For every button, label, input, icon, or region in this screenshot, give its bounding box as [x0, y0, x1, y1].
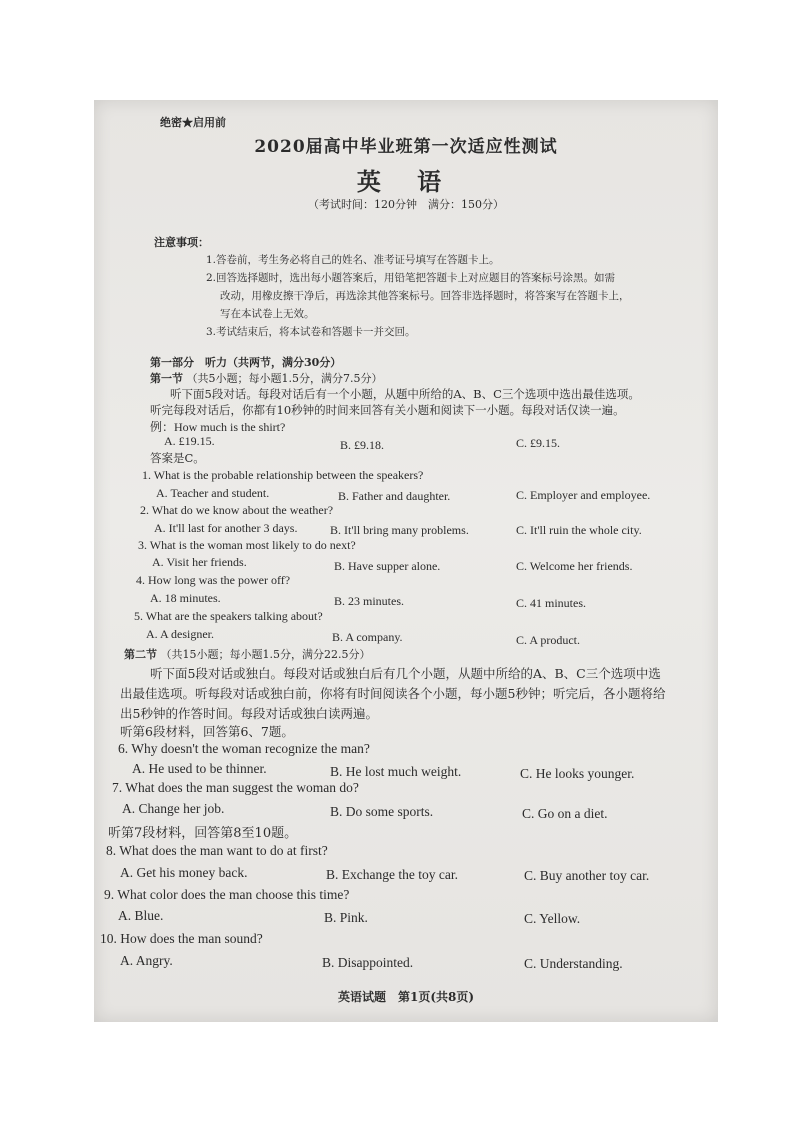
question-3: 3. What is the woman most likely to do next?: [138, 538, 356, 552]
section2-instruction: 出5秒钟的作答时间。每段对话或独白读两遍。: [120, 706, 378, 721]
question-1: 1. What is the probable relationship between the speakers?: [142, 468, 424, 482]
question-10: 10. How does the man sound?: [100, 931, 263, 946]
question-9: 9. What color does the man choose this time?: [104, 887, 350, 902]
question-6-option-a: A. He used to be thinner.: [132, 761, 267, 776]
question-1-option-c: C. Employer and employee.: [516, 488, 651, 502]
question-6-option-b: B. He lost much weight.: [330, 764, 462, 779]
exam-time-info: （考试时间：120分钟 满分：150分）: [308, 198, 504, 211]
question-2: 2. What do we know about the weather?: [140, 503, 334, 517]
secret-label: 绝密★启用前: [160, 116, 226, 129]
question-3-option-c: C. Welcome her friends.: [516, 559, 633, 573]
question-3-option-b: B. Have supper alone.: [334, 559, 441, 573]
page-footer: 英语试题 第1页(共8页): [337, 990, 475, 1004]
subject-title: 英 语: [356, 167, 456, 196]
question-1-option-a: A. Teacher and student.: [156, 486, 270, 500]
notice-item: 1.答卷前，考生务必将自己的姓名、准考证号填写在答题卡上。: [206, 254, 500, 266]
question-3-option-a: A. Visit her friends.: [152, 555, 247, 569]
question-7-option-c: C. Go on a diet.: [522, 806, 608, 821]
question-10-option-c: C. Understanding.: [524, 956, 623, 971]
question-9-option-b: B. Pink.: [324, 910, 368, 925]
exam-title: 2020届高中毕业班第一次适应性测试: [254, 137, 558, 157]
question-4: 4. How long was the power off?: [136, 573, 291, 587]
section1-title: 第一节: [150, 372, 183, 385]
question-5-option-b: B. A company.: [332, 630, 403, 644]
example-question: 例：How much is the shirt?: [150, 420, 286, 434]
section2-meta: （共15小题；每小题1.5分，满分22.5分）: [160, 648, 371, 661]
section2-title: 第二节: [124, 648, 157, 661]
question-2-option-a: A. It'll last for another 3 days.: [154, 521, 298, 535]
notice-heading: 注意事项：: [154, 236, 209, 249]
notice-item: 改动，用橡皮擦干净后，再选涂其他答案标号。回答非选择题时，将答案写在答题卡上，: [220, 290, 630, 302]
example-option-c: C. £9.15.: [516, 436, 561, 450]
section1-instruction: 听完每段对话后，你都有10秒钟的时间来回答有关小题和阅读下一小题。每段对话仅读一遍。: [150, 403, 625, 417]
question-4-option-c: C. 41 minutes.: [516, 596, 587, 610]
example-answer: 答案是C。: [150, 451, 205, 465]
question-5-option-c: C. A product.: [516, 633, 581, 647]
question-4-option-b: B. 23 minutes.: [334, 594, 405, 608]
question-2-option-b: B. It'll bring many problems.: [330, 523, 469, 537]
section1-meta: （共5小题；每小题1.5分，满分7.5分）: [186, 372, 383, 385]
question-9-option-c: C. Yellow.: [524, 911, 581, 926]
question-6: 6. Why doesn't the woman recognize the man?: [118, 741, 370, 756]
example-option-b: B. £9.18.: [340, 438, 385, 452]
question-7: 7. What does the man suggest the woman do?: [112, 780, 359, 795]
section1-heading: [150, 370, 383, 386]
question-7-option-b: B. Do some sports.: [330, 804, 434, 819]
question-6-option-c: C. He looks younger.: [520, 766, 635, 781]
section1-instruction: 听下面5段对话。每段对话后有一个小题，从题中所给的A、B、C三个选项中选出最佳选项。: [170, 387, 640, 401]
question-9-option-a: A. Blue.: [118, 908, 164, 923]
section2-instruction: 出最佳选项。听每段对话或独白前，你将有时间阅读各个小题，每小题5秒钟；听完后，各小题将给: [120, 686, 666, 701]
question-10-option-a: A. Angry.: [120, 953, 173, 968]
section2-heading: [124, 646, 370, 662]
example-option-a: A. £19.15.: [164, 434, 215, 448]
question-10-option-b: B. Disappointed.: [322, 955, 414, 970]
notice-item: 写在本试卷上无效。: [220, 308, 315, 320]
notice-item: 2.回答选择题时，选出每小题答案后，用铅笔把答题卡上对应题目的答案标号涂黑。如需: [206, 272, 616, 284]
part1-title: 第一部分 听力（共两节，满分30分）: [150, 356, 342, 369]
notice-item: 3.考试结束后，将本试卷和答题卡一并交回。: [206, 326, 416, 338]
question-5-option-a: A. A designer.: [146, 627, 214, 641]
question-4-option-a: A. 18 minutes.: [150, 591, 221, 605]
material-7-label: 听第7段材料，回答第8至10题。: [108, 826, 298, 841]
question-2-option-c: C. It'll ruin the whole city.: [516, 523, 642, 537]
question-8-option-b: B. Exchange the toy car.: [326, 867, 458, 882]
question-1-option-b: B. Father and daughter.: [338, 489, 451, 503]
exam-paper: [94, 100, 718, 1022]
question-8-option-c: C. Buy another toy car.: [524, 868, 650, 883]
material-6-label: 听第6段材料，回答第6、7题。: [120, 724, 294, 739]
question-7-option-a: A. Change her job.: [122, 801, 225, 816]
question-8-option-a: A. Get his money back.: [120, 865, 248, 880]
section2-instruction: 听下面5段对话或独白。每段对话或独白后有几个小题，从题中所给的A、B、C三个选项中选: [150, 666, 661, 681]
question-8: 8. What does the man want to do at first?: [106, 843, 328, 858]
question-5: 5. What are the speakers talking about?: [134, 609, 323, 623]
